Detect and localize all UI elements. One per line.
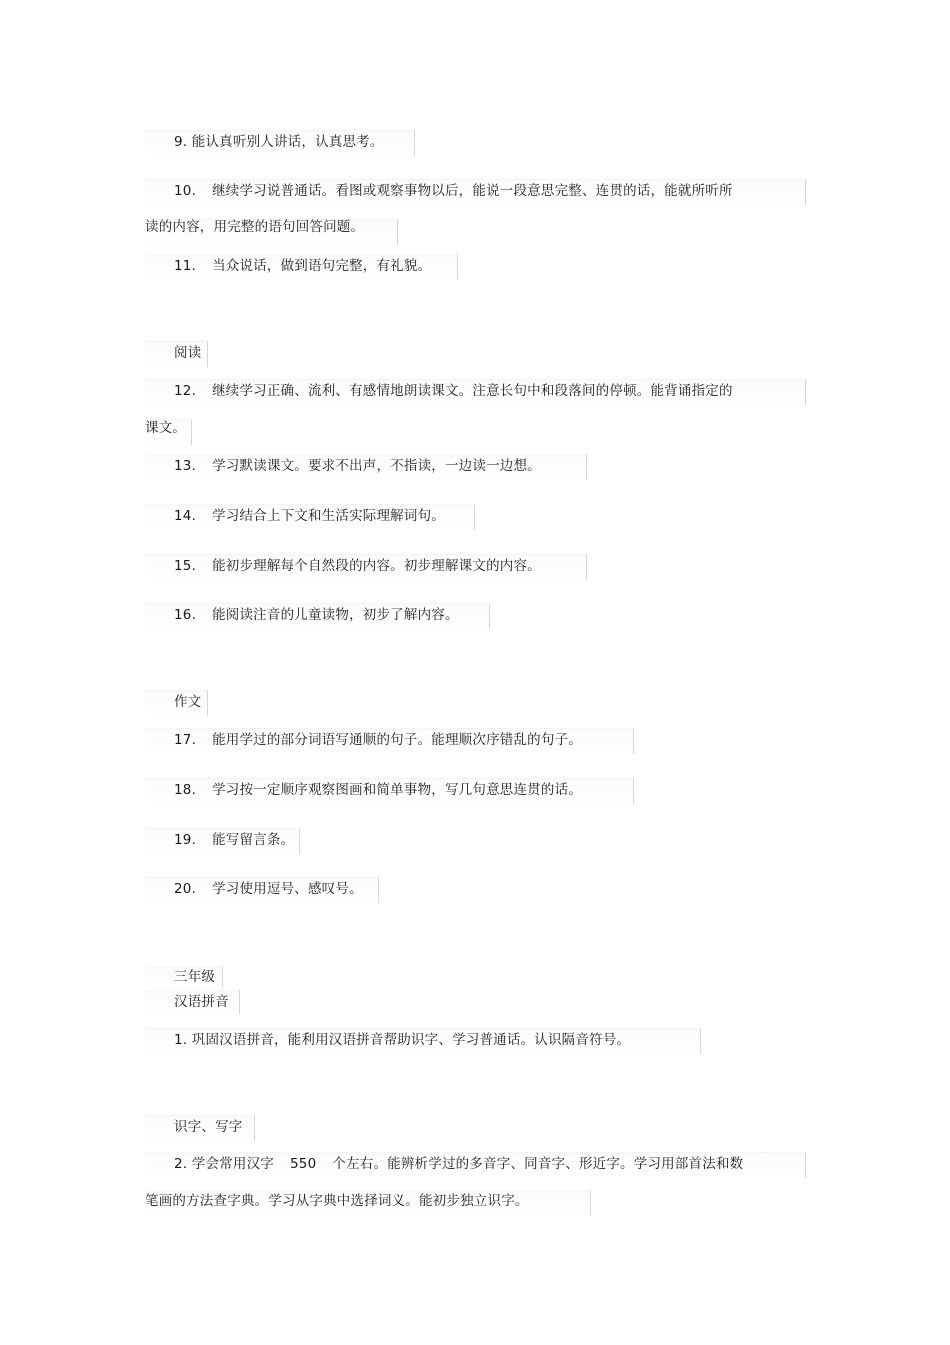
list-item-14: [174, 507, 445, 525]
item-number: 2.: [174, 1156, 188, 1172]
item-text: 课文。: [145, 420, 187, 436]
item-text: 巩固汉语拼音，能利用汉语拼音帮助识字、学习普通话。认识隔音符号。: [191, 1032, 631, 1048]
item-text: 能用学过的部分词语写通顺的句子。能理顺次序错乱的句子。: [212, 732, 582, 748]
item-text: 能写留言条。: [212, 832, 295, 848]
item-text: 学习结合上下文和生活实际理解词句。: [212, 508, 445, 524]
item-number: 19.: [174, 832, 197, 848]
list-item-10: [174, 182, 733, 200]
section-heading-literacy: 识字、写字: [174, 1119, 243, 1135]
list-item-12: [174, 382, 733, 400]
item-text: 继续学习正确、流利、有感情地朗读课文。注意长句中和段落间的停顿。能背诵指定的: [212, 383, 733, 399]
item-number: 13.: [174, 458, 197, 474]
section-heading-pinyin: 汉语拼音: [174, 994, 229, 1010]
item-text: 学习按一定顺序观察图画和简单事物，写几句意思连贯的话。: [212, 782, 582, 798]
list-item-9: [174, 133, 384, 151]
list-item-19: [174, 831, 294, 849]
list-item-11: [174, 257, 431, 275]
item-text: 能初步理解每个自然段的内容。初步理解课文的内容。: [212, 558, 541, 574]
item-number: 10.: [174, 183, 197, 199]
list-item-13: [174, 457, 541, 475]
list-item-3-1: [174, 1031, 630, 1049]
item-number: 14.: [174, 508, 197, 524]
list-item-10-cont: [145, 218, 364, 236]
item-text: 当众说话，做到语句完整，有礼貌。: [212, 258, 432, 274]
section-heading-reading: 阅读: [174, 345, 202, 361]
item-text: 继续学习说普通话。看图或观察事物以后，能说一段意思完整、连贯的话，能就所听所: [212, 183, 733, 199]
list-item-15: [174, 557, 541, 575]
list-item-18: [174, 781, 582, 799]
item-number: 17.: [174, 732, 197, 748]
item-number: 9.: [174, 134, 188, 150]
item-text: 能认真听别人讲话，认真思考。: [191, 134, 384, 150]
item-text: 学习默读课文。要求不出声，不指读，一边读一边想。: [212, 458, 541, 474]
item-number: 11.: [174, 258, 197, 274]
item-number: 12.: [174, 383, 197, 399]
item-number: 15.: [174, 558, 197, 574]
item-number: 18.: [174, 782, 197, 798]
list-item-17: [174, 731, 582, 749]
item-text: 能阅读注音的儿童读物，初步了解内容。: [212, 607, 459, 623]
item-number: 1.: [174, 1032, 188, 1048]
grade-heading: 三年级: [174, 969, 216, 985]
list-item-16: [174, 606, 459, 624]
item-text: 读的内容，用完整的语句回答问题。: [145, 219, 365, 235]
item-number: 20.: [174, 881, 197, 897]
section-heading-composition: 作文: [174, 694, 202, 710]
list-item-20: [174, 880, 363, 898]
list-item-12-cont: [145, 419, 186, 437]
item-text: 笔画的方法查字典。学习从字典中选择词义。能初步独立识字。: [145, 1193, 529, 1209]
list-item-3-2-cont: [145, 1192, 529, 1210]
item-text: 学会常用汉字: [191, 1156, 274, 1172]
item-text: 个左右。能辨析学过的多音字、同音字、形近字。学习用部首法和数: [332, 1156, 744, 1172]
item-text: 学习使用逗号、感叹号。: [212, 881, 363, 897]
item-number: 16.: [174, 607, 197, 623]
list-item-3-2: [174, 1155, 743, 1173]
char-count: 550: [289, 1156, 317, 1172]
